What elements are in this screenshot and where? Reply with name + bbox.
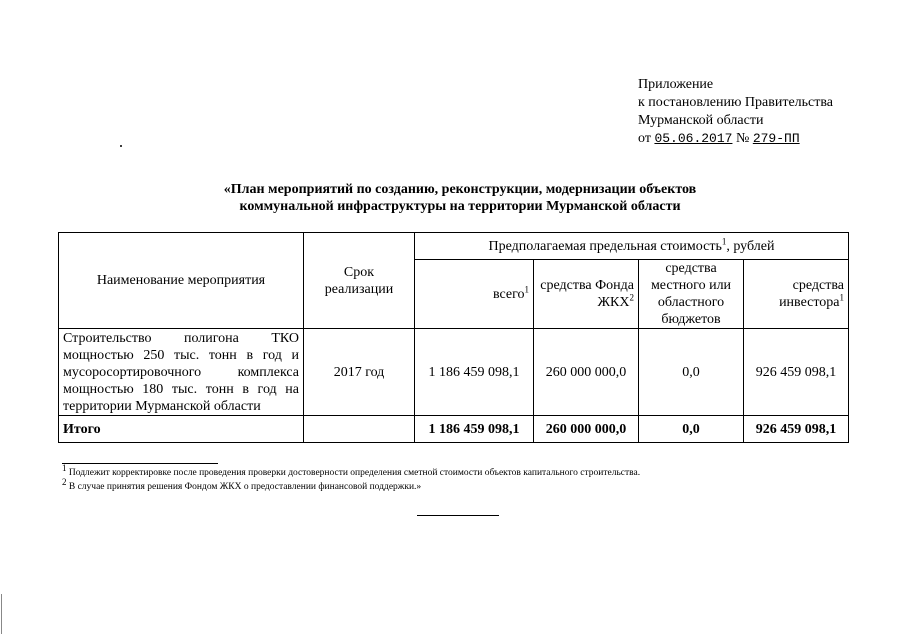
row-fund: 260 000 000,0	[534, 329, 639, 416]
scan-edge-mark	[1, 594, 2, 634]
title-line-2: коммунальной инфраструктуры на территории Мурманской области	[239, 199, 681, 214]
footnotes	[62, 462, 641, 494]
footnote-text: Подлежит корректировке после проведения проверки достоверности определения сметной стоимости объектов капитального строительства.	[66, 468, 641, 478]
title-line-1: «План мероприятий по созданию, реконструкции, модернизации объектов	[223, 182, 697, 197]
footnote-separator	[62, 463, 218, 464]
header-local: средства местного или областного бюджетов	[639, 260, 744, 329]
header-total-label: всего	[492, 286, 525, 302]
decree-date: 05.06.2017	[654, 131, 733, 146]
appendix-date-line	[638, 130, 833, 148]
header-investor	[744, 260, 849, 329]
footnote-ref: 1	[721, 235, 727, 246]
footnote-ref: 1	[524, 283, 529, 294]
header-row-1	[59, 233, 849, 260]
number-sign: №	[735, 131, 750, 146]
end-separator	[417, 515, 499, 516]
header-fund-label: средства Фонда ЖКХ	[540, 278, 634, 310]
header-investor-label: средства инвестора	[779, 278, 844, 310]
totals-investor: 926 459 098,1	[744, 416, 849, 443]
row-investor: 926 459 098,1	[744, 329, 849, 416]
footnote-1	[62, 462, 641, 480]
header-fund	[534, 260, 639, 329]
footnote-2	[62, 476, 640, 494]
totals-total: 1 186 459 098,1	[415, 416, 534, 443]
totals-fund: 260 000 000,0	[534, 416, 639, 443]
plan-table	[58, 232, 849, 443]
appendix-line-1: Приложение	[638, 77, 714, 92]
row-local: 0,0	[639, 329, 744, 416]
appendix-line-3: Мурманской области	[638, 113, 764, 128]
row-term: 2017 год	[304, 329, 415, 416]
footnote-ref: 2	[629, 292, 634, 303]
row-total: 1 186 459 098,1	[415, 329, 534, 416]
header-cost-group	[415, 233, 849, 260]
appendix-line-2: к постановлению Правительства	[638, 95, 834, 110]
appendix-header	[638, 76, 833, 148]
totals-local: 0,0	[639, 416, 744, 443]
table-row	[59, 329, 849, 416]
totals-label: Итого	[59, 416, 304, 443]
document-title	[150, 181, 770, 215]
footnote-mark: 1	[62, 462, 67, 473]
header-cost-group-label: Предполагаемая предельная стоимость	[488, 238, 722, 254]
header-name: Наименование мероприятия	[59, 233, 304, 329]
date-prefix: от	[638, 131, 651, 146]
scan-dot	[120, 145, 122, 147]
totals-term-empty	[304, 416, 415, 443]
decree-number: 279-ПП	[752, 131, 800, 146]
footnote-text: В случае принятия решения Фондом ЖКХ о предоставлении финансовой поддержки.»	[66, 482, 422, 492]
footnote-ref: 1	[839, 292, 844, 303]
header-cost-group-unit: , рублей	[726, 238, 775, 254]
footnote-mark: 2	[62, 476, 67, 487]
header-term: Срок реализации	[304, 233, 415, 329]
header-total	[415, 260, 534, 329]
totals-row	[59, 416, 849, 443]
row-name: Строительство полигона ТКО мощностью 250 тыс. тонн в год и мусоросортировочного комплекса мощностью 180 тыс. тонн в год на территории Мурманской области	[59, 329, 304, 416]
